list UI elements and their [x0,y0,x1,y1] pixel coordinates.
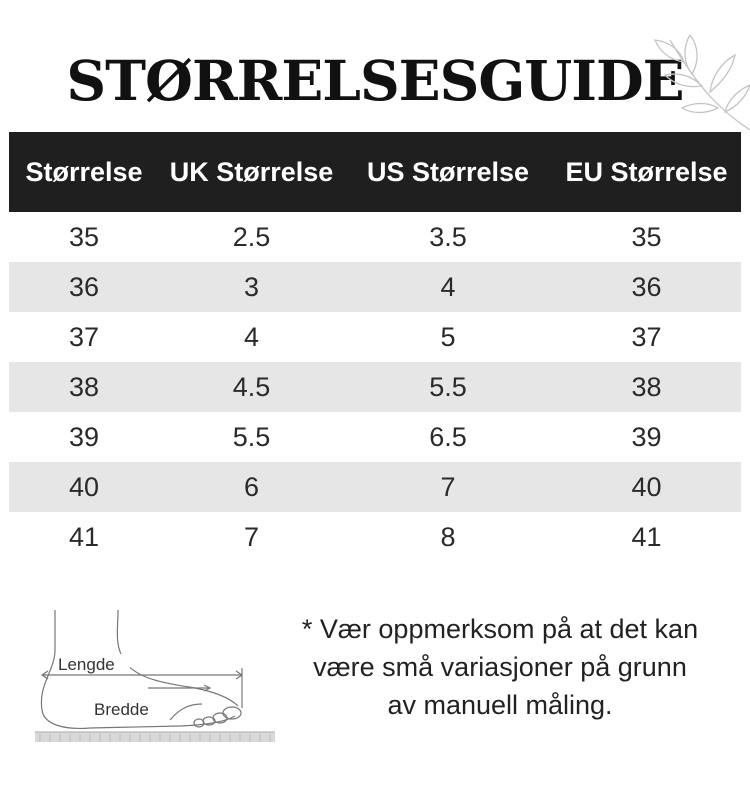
header-uk-size: UK Størrelse [169,156,334,187]
cell-us: 7 [440,471,456,502]
cell-uk: 4.5 [232,371,271,402]
cell-size: 36 [68,271,100,302]
cell-eu: 39 [631,421,662,452]
leaf-branch-icon [640,30,750,140]
table-row [9,462,741,512]
table-row [9,512,741,562]
width-label: Bredde [94,700,149,719]
cell-eu: 41 [631,521,662,552]
page-title: STØRRELSESGUIDE [66,48,684,113]
cell-size: 40 [68,471,100,502]
measurement-note [250,610,750,724]
table-row [9,412,741,462]
cell-us: 6.5 [429,421,467,452]
table-row [9,262,741,312]
cell-eu: 36 [631,271,662,302]
size-table [9,132,741,562]
cell-uk: 4 [243,321,260,352]
table-row [9,362,741,412]
cell-uk: 2.5 [232,221,271,252]
cell-eu: 37 [631,321,662,352]
table-row [9,212,741,262]
cell-size: 38 [68,371,100,402]
table-header-row [9,132,741,212]
cell-us: 5 [440,321,456,352]
length-label: Lengde [58,655,115,674]
cell-eu: 38 [631,371,662,402]
note-line: av manuell måling. [387,690,613,720]
cell-uk: 5.5 [232,421,271,452]
cell-us: 5.5 [429,371,467,402]
header-eu-size: EU Størrelse [565,156,728,187]
cell-uk: 6 [243,471,260,502]
cell-us: 3.5 [429,221,467,252]
cell-us: 4 [440,271,456,302]
foot-diagram-icon [30,600,280,760]
table-row [9,312,741,362]
cell-eu: 35 [631,221,662,252]
cell-size: 37 [68,321,100,352]
cell-eu: 40 [631,471,662,502]
header-us-size: US Størrelse [366,156,530,187]
note-line: * Vær oppmerksom på at det kan [301,614,699,644]
cell-size: 35 [68,221,100,252]
cell-size: 41 [68,521,100,552]
cell-uk: 7 [243,521,260,552]
cell-uk: 3 [243,271,260,302]
cell-us: 8 [440,521,456,552]
cell-size: 39 [68,421,100,452]
note-line: være små variasjoner på grunn [313,652,687,682]
header-size: Størrelse [25,156,143,187]
